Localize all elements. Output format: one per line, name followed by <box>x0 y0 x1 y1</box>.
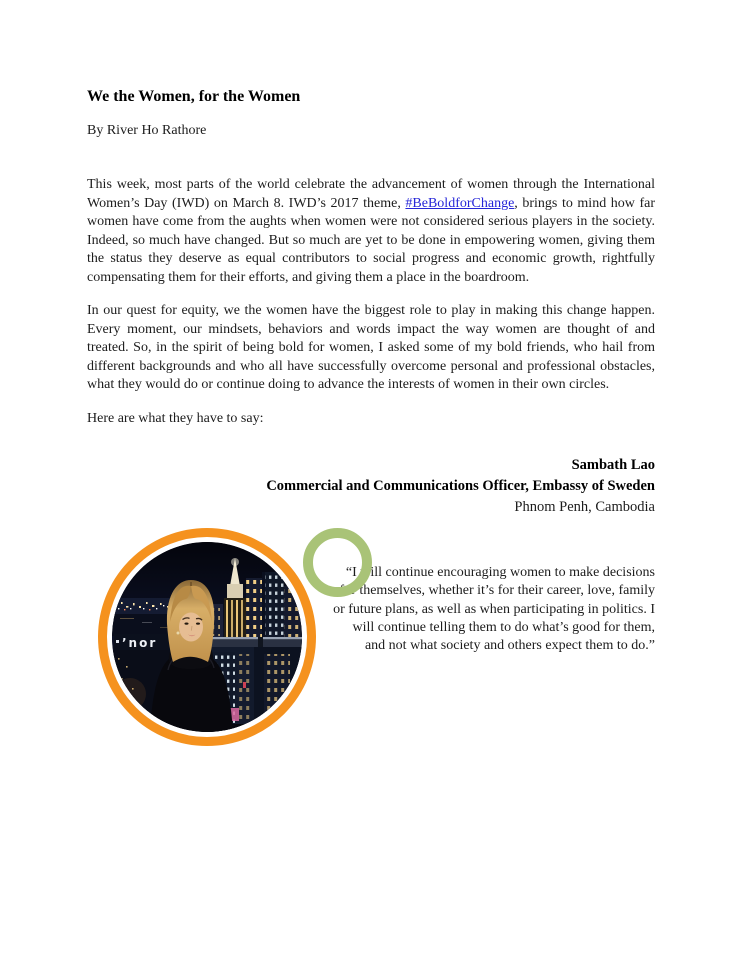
article-byline: By River Ho Rathore <box>87 123 207 138</box>
profile-photo-frame <box>98 528 316 746</box>
decorative-ring-icon <box>303 528 372 597</box>
profile-location: Phnom Penh, Cambodia <box>514 499 655 515</box>
profile-name: Sambath Lao <box>571 457 655 473</box>
profile-header <box>87 455 655 518</box>
paragraph-quest: In our quest for equity, we the women have the biggest role to play in making this change happen. Every moment, our mindsets, behaviors and words impact the way women are thought of and treated. So, in the spirit of being bold for women, I asked some of my bold friends, who hail from different backgrounds and who all have successfully overcome personal and professional obstacles, what they would do or continue doing to advance the interests of women in their own circles. <box>87 303 655 392</box>
portrait-photo <box>112 542 302 732</box>
vignette <box>112 542 302 732</box>
beboldforchange-link[interactable]: #BeBoldforChange <box>405 195 515 211</box>
portrait-photo-image <box>112 542 302 732</box>
paragraph-intro-text-before: This week, most parts of the world celebrate the advancement of women through the International Women’s Day (IWD) on March 8. IWD’s 2017 theme, <box>87 177 655 211</box>
profile-quote: “I will continue encouraging women to make decisions for themselves, whether it’s for their career, love, family or future plans, as well as when participating in politics. I will continue telling them to do what’s good for them, and not what society and others expect them to do.” <box>333 565 655 654</box>
paragraph-intro <box>87 176 655 287</box>
paragraph-intro-text-after: , brings to mind how far women have come from the aughts when women were not considered serious players in the society. Indeed, so much have changed. But so much are yet to be done in empowering women, giving them the status they deserve as equal contributors to social progress and economic growth, rightfully compensating them for their efforts, and giving them a place in the boardroom. <box>87 195 655 285</box>
profile-role: Commercial and Communications Officer, Embassy of Sweden <box>266 478 655 494</box>
article-title: We the Women, for the Women <box>87 88 301 105</box>
paragraph-leadin: Here are what they have to say: <box>87 410 264 426</box>
